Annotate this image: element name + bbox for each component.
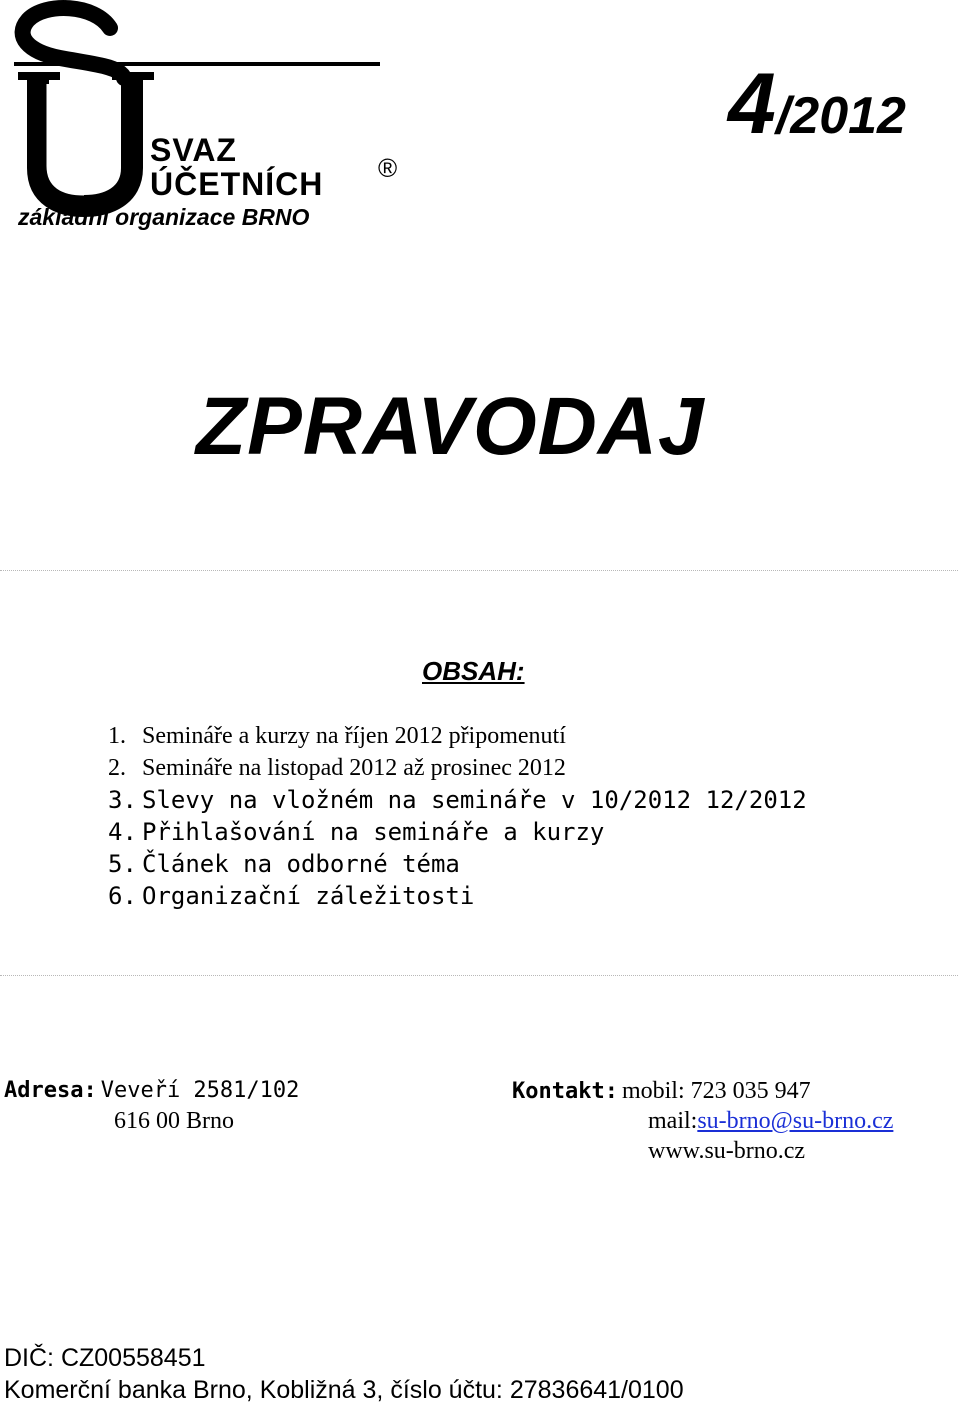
contents-item xyxy=(108,720,807,752)
logo-subtitle: základní organizace BRNO xyxy=(18,204,310,230)
issue-number-value: 4 xyxy=(728,56,776,152)
contents-item xyxy=(108,816,807,848)
footer-dic: DIČ: CZ00558451 xyxy=(4,1344,206,1372)
contents-item-text: Organizační záležitosti xyxy=(142,882,475,910)
contents-item-text: Přihlašování na semináře a kurzy xyxy=(142,818,605,846)
organization-logo xyxy=(0,0,420,240)
logo-line-ucetnich: ÚČETNÍCH xyxy=(150,166,324,202)
contents-item xyxy=(108,752,807,784)
contents-item-number: 4. xyxy=(108,818,137,846)
contents-item-number: 3. xyxy=(108,786,137,814)
contents-item-number: 6. xyxy=(108,882,137,910)
mail-prefix: mail: xyxy=(648,1108,698,1134)
address-line2: 616 00 Brno xyxy=(114,1108,234,1134)
contents-heading: OBSAH: xyxy=(422,656,525,686)
contents-item-text: Slevy na vložném na semináře v 10/2012 12/2012 xyxy=(142,786,807,814)
divider-bottom xyxy=(0,975,958,976)
contact-block xyxy=(512,1078,811,1105)
contact-mobile: mobil: 723 035 947 xyxy=(621,1078,811,1104)
contents-list xyxy=(108,720,807,912)
address-line1: Veveří 2581/102 xyxy=(100,1078,300,1103)
address-block xyxy=(4,1078,299,1103)
footer-bank: Komerční banka Brno, Kobližná 3, číslo účtu: 27836641/0100 xyxy=(4,1376,684,1404)
contact-web[interactable]: www.su-brno.cz xyxy=(648,1138,806,1164)
contents-item-text: Semináře na listopad 2012 až prosinec 2012 xyxy=(142,755,566,781)
email-link[interactable]: su-brno@su-brno.cz xyxy=(697,1108,894,1134)
registered-mark: ® xyxy=(378,153,398,183)
issue-year: /2012 xyxy=(775,87,906,145)
contact-label: Kontakt: xyxy=(512,1079,618,1104)
divider-top xyxy=(0,570,958,571)
address-label: Adresa: xyxy=(4,1078,97,1103)
contents-item-text: Semináře a kurzy na říjen 2012 připomenutí xyxy=(142,723,566,749)
contents-item xyxy=(108,880,807,912)
contents-item-number: 2. xyxy=(108,755,126,781)
contents-item-text: Článek na odborné téma xyxy=(142,850,460,878)
contents-item xyxy=(108,784,807,816)
contents-item-number: 5. xyxy=(108,850,137,878)
contents-item-number: 1. xyxy=(108,723,126,749)
page-title: ZPRAVODAJ xyxy=(196,381,705,472)
contact-mail xyxy=(648,1108,893,1135)
logo-line-svaz: SVAZ xyxy=(150,132,237,168)
contents-item xyxy=(108,848,807,880)
issue-number xyxy=(728,55,906,154)
